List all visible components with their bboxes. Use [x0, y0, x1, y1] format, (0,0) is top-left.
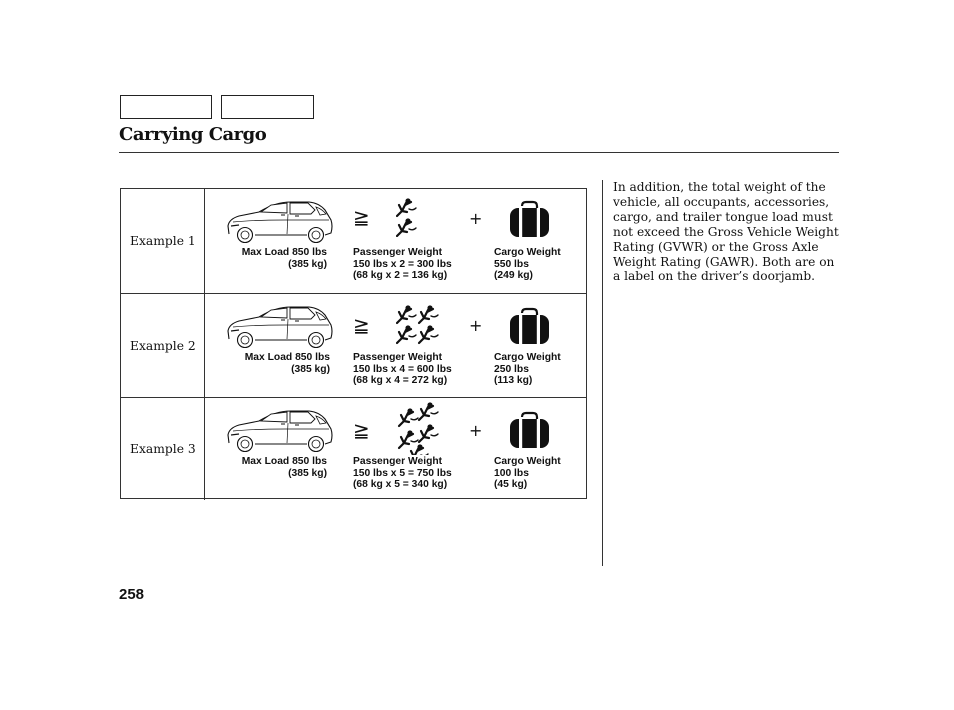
passenger-weight-label: Passenger Weight	[353, 247, 443, 258]
row-label: Example 2	[121, 294, 205, 397]
gvwr-note: In addition, the total weight of the vehicle, all occupants, accessories, cargo, and trailer tongue load must not exceed the Gross Vehicle Weight Rating (GVWR) or the Gross Axle Weight Rating (GAWR). Both are on a label on the driver’s doorjamb.	[613, 180, 839, 284]
plus-symbol: +	[469, 421, 483, 440]
greater-equal-symbol: ≧	[353, 313, 370, 337]
car-icon	[225, 407, 335, 453]
greater-equal-symbol: ≧	[353, 205, 370, 229]
passenger-icon	[396, 401, 442, 455]
car-icon	[225, 198, 335, 244]
max-load-lbs: Max Load 850 lbs	[241, 247, 327, 258]
passenger-weight-lbs: 150 lbs x 4 = 600 lbs	[353, 363, 452, 375]
greater-equal-symbol: ≧	[353, 418, 370, 442]
passenger-weight-kg: (68 kg x 5 = 340 kg)	[353, 479, 448, 491]
section-tab-1	[120, 95, 212, 119]
plus-symbol: +	[469, 209, 483, 228]
luggage-icon	[508, 411, 551, 449]
table-row	[121, 397, 586, 500]
passenger-weight-caption	[353, 352, 452, 387]
passenger-weight-caption	[353, 456, 452, 491]
max-load-lbs: Max Load 850 lbs	[244, 352, 330, 363]
cargo-weight-kg: (113 kg)	[494, 375, 533, 387]
max-load-kg: (385 kg)	[291, 363, 330, 375]
passenger-weight-label: Passenger Weight	[353, 456, 443, 467]
max-load-caption	[229, 456, 327, 479]
passenger-weight-label: Passenger Weight	[353, 352, 443, 363]
cargo-weight-lbs: 100 lbs	[494, 467, 529, 479]
page-title: Carrying Cargo	[119, 124, 267, 145]
passenger-weight-lbs: 150 lbs x 5 = 750 lbs	[353, 467, 452, 479]
passenger-weight-kg: (68 kg x 4 = 272 kg)	[353, 375, 448, 387]
cargo-weight-lbs: 250 lbs	[494, 363, 529, 375]
cargo-weight-lbs: 550 lbs	[494, 258, 529, 270]
section-tab-2	[221, 95, 314, 119]
passenger-weight-kg: (68 kg x 2 = 136 kg)	[353, 270, 448, 282]
cargo-weight-kg: (45 kg)	[494, 479, 528, 491]
luggage-icon	[508, 307, 551, 345]
column-divider	[602, 180, 603, 566]
cargo-examples-table	[120, 188, 587, 499]
row-label: Example 3	[121, 398, 205, 500]
table-row	[121, 189, 586, 293]
passenger-weight-lbs: 150 lbs x 2 = 300 lbs	[353, 258, 452, 270]
cargo-weight-caption	[494, 456, 561, 491]
max-load-kg: (385 kg)	[288, 258, 327, 270]
cargo-weight-caption	[494, 247, 561, 282]
passenger-weight-caption	[353, 247, 452, 282]
page-number: 258	[119, 586, 145, 603]
max-load-caption	[229, 247, 327, 270]
max-load-caption	[229, 352, 330, 375]
car-icon	[225, 303, 335, 349]
row-label: Example 1	[121, 189, 205, 293]
cargo-weight-caption	[494, 352, 561, 387]
cargo-weight-label: Cargo Weight	[494, 247, 561, 258]
title-divider	[119, 152, 839, 153]
cargo-weight-label: Cargo Weight	[494, 352, 561, 363]
plus-symbol: +	[469, 316, 483, 335]
luggage-icon	[508, 200, 551, 238]
max-load-lbs: Max Load 850 lbs	[241, 456, 327, 467]
table-row	[121, 293, 586, 397]
passenger-icon	[396, 195, 436, 237]
passenger-icon	[396, 300, 442, 346]
max-load-kg: (385 kg)	[288, 467, 327, 479]
cargo-weight-label: Cargo Weight	[494, 456, 561, 467]
cargo-weight-kg: (249 kg)	[494, 270, 533, 282]
